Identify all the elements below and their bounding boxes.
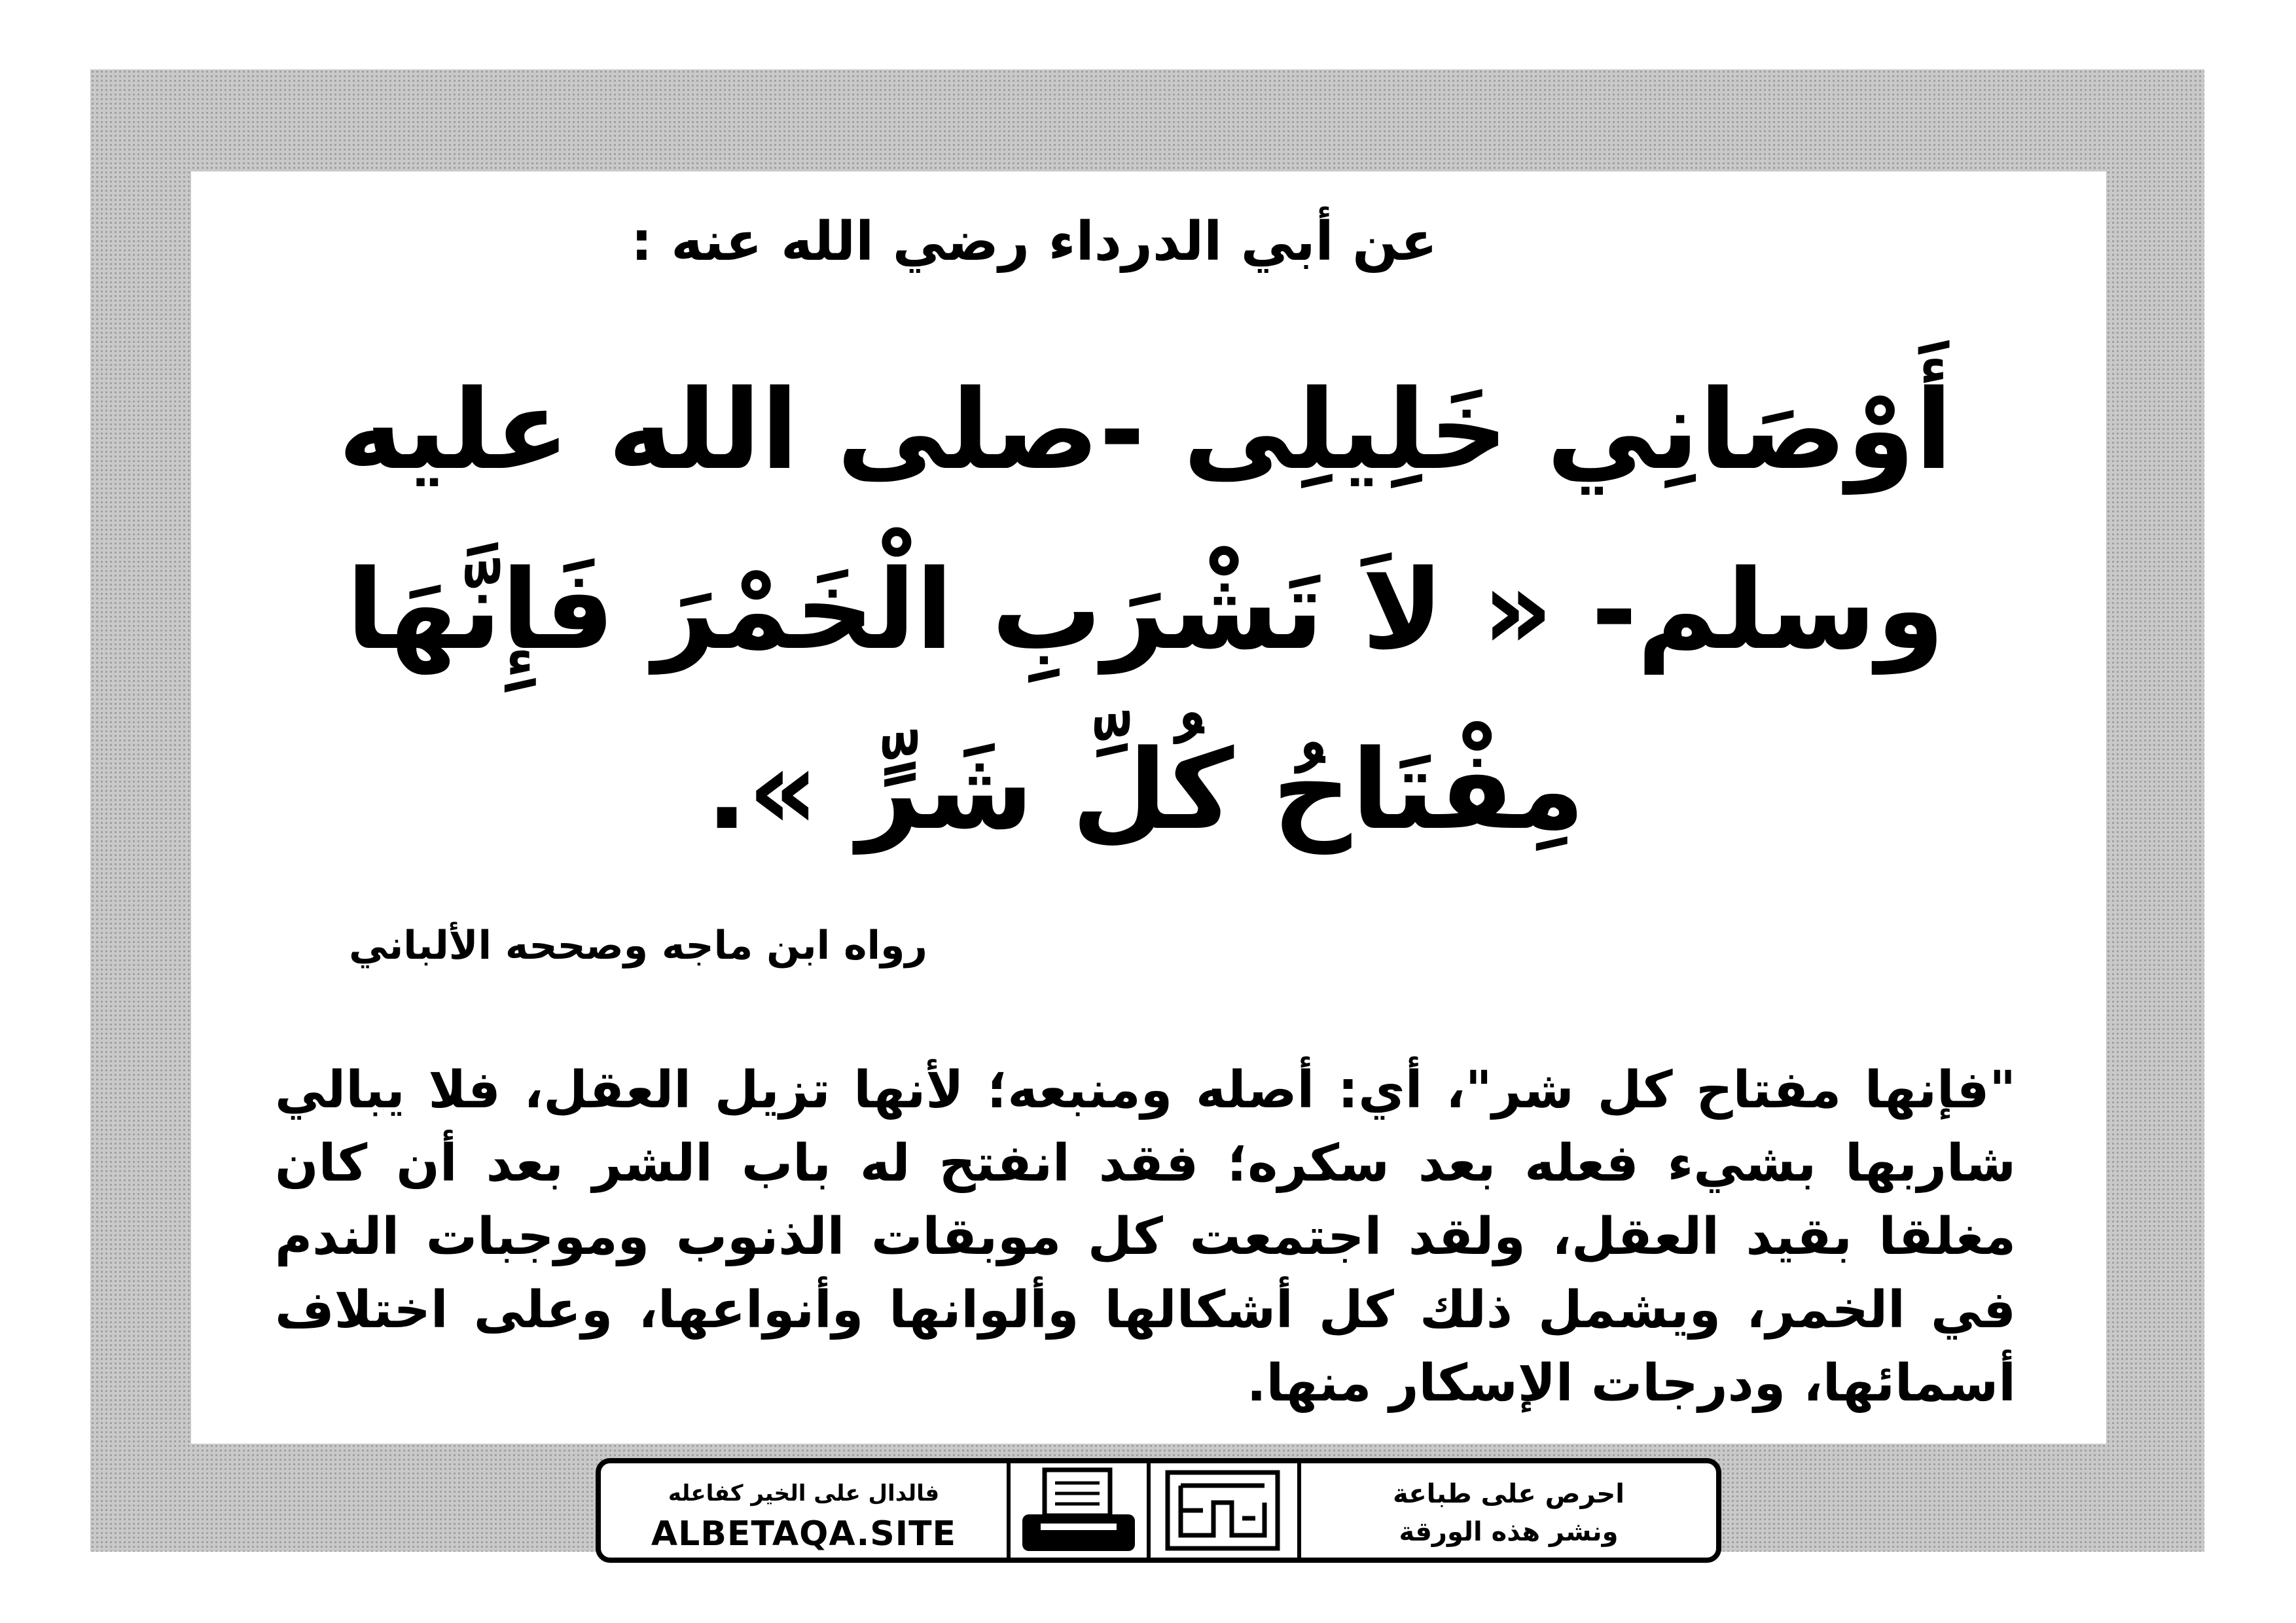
footer-tagline: فالدال على الخير كفاعله: [668, 1480, 940, 1507]
hadith-line: وسلم- « لاَ تَشْرَبِ الْخَمْرَ فَإِنَّهَا: [346, 546, 1945, 674]
hadith-line: أَوْصَانِي خَلِيلِى -صلى الله عليه: [338, 366, 1953, 494]
intro-line: عن أبي الدرداء رضي الله عنه :: [630, 211, 1438, 273]
footer-print-box: [1301, 1463, 1716, 1558]
hadith-source: رواه ابن ماجه وصححه الألباني: [349, 923, 927, 969]
print-line-1: احرص على طباعة: [1393, 1479, 1624, 1509]
print-line-2: ونشر هذه الورقة: [1399, 1517, 1619, 1547]
footer-site-box: [601, 1463, 1007, 1558]
printer-icon: [1007, 1463, 1151, 1558]
explanation-paragraph: "فإنها مفتاح كل شر"، أي: أصله ومنبعه؛ لأنها تزيل العقل، فلا يبالي شاربها بشيء فعله بعد سكره؛ فقد انفتح له باب الشر بعد أن كان مغلقا بقيد العقل، ولقد اجتمعت كل موبقات الذنوب وموجبات الندم في الخمر، ويشمل ذلك كل أشكالها وألوانها وأنواعها، وعلى اختلاف أسمائها، ودرجات الإسكار منها.: [275, 1061, 2016, 1413]
hadith-text: [262, 340, 2029, 880]
hadith-line: مِفْتَاحُ كُلِّ شَرٍّ ».: [706, 726, 1585, 854]
footer-bar: [596, 1458, 1721, 1563]
dawa-logo-icon: [1151, 1463, 1301, 1558]
site-link[interactable]: ALBETAQA.SITE: [651, 1514, 957, 1554]
